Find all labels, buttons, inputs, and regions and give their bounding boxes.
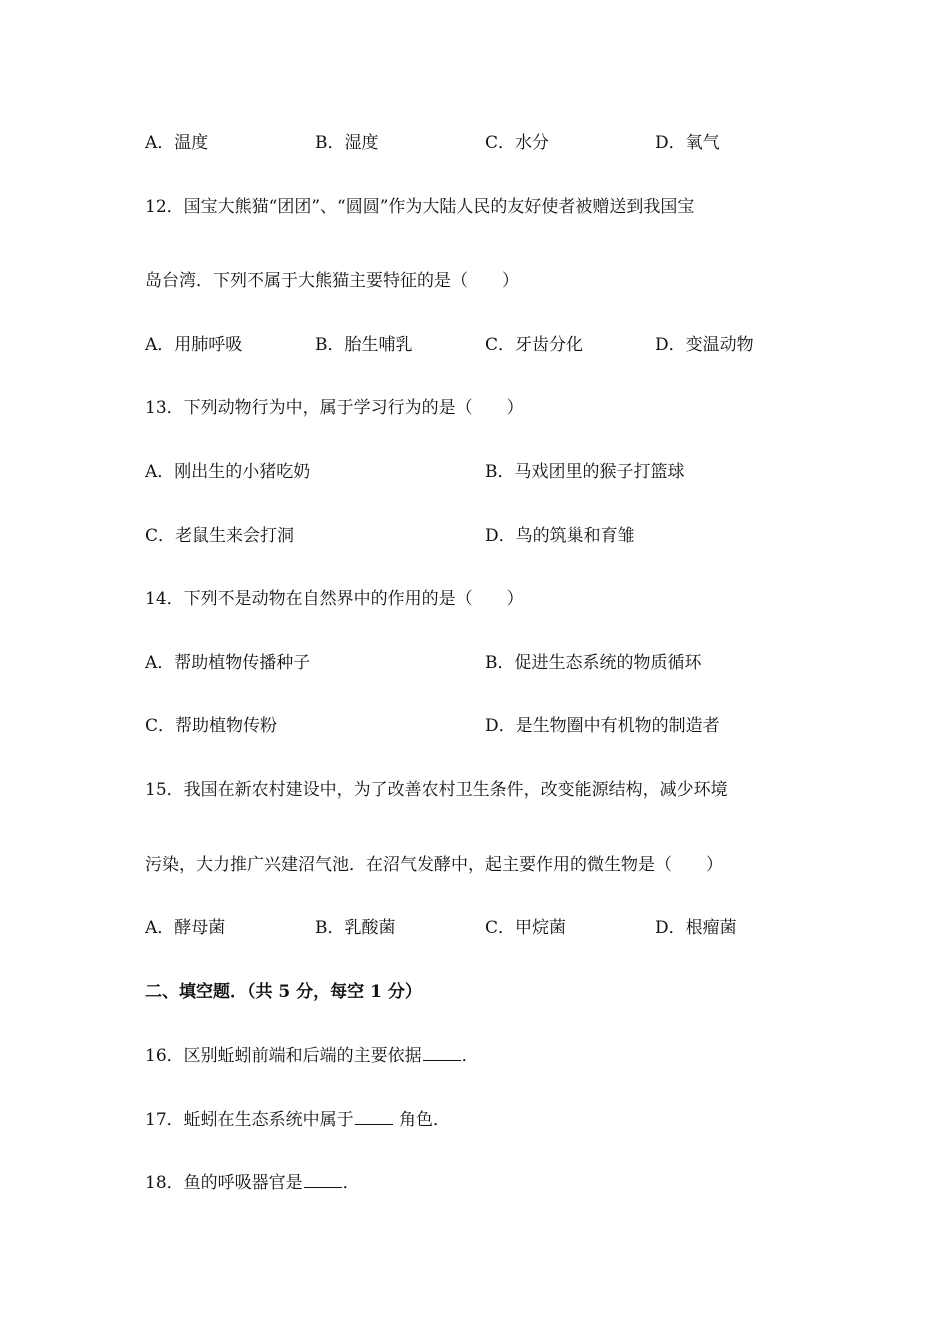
q13-option-b: B．马戏团里的猴子打篮球 [485, 462, 685, 482]
q18-text: 18．鱼的呼吸器官是 [145, 1173, 303, 1193]
q14-option-b: B．促进生态系统的物质循环 [485, 653, 702, 673]
q15-option-d: D．根瘤菌 [655, 918, 737, 938]
q18 [145, 1170, 360, 1195]
q12-option-d: D．变温动物 [655, 335, 754, 355]
q15-stem-line1: 15．我国在新农村建设中，为了改善农村卫生条件，改变能源结构，减少环境 [145, 780, 728, 800]
q11-option-c: C．水分 [485, 133, 550, 153]
q12-stem-line1: 12．国宝大熊猫“团团”、“圆圆”作为大陆人民的友好使者被赠送到我国宝 [145, 197, 695, 217]
q15-option-a: A．酵母菌 [145, 918, 226, 938]
q14-option-c: C．帮助植物传粉 [145, 716, 278, 736]
q14-option-a: A．帮助植物传播种子 [145, 653, 311, 673]
q18-text-end: ． [342, 1173, 360, 1193]
q16 [145, 1043, 479, 1068]
q17 [145, 1107, 450, 1132]
q17-text-end: 角色． [393, 1110, 451, 1130]
q14-option-d: D．是生物圈中有机物的制造者 [485, 716, 720, 736]
q12-option-b: B．胎生哺乳 [315, 335, 413, 355]
q17-text: 17．蚯蚓在生态系统中属于 [145, 1110, 354, 1130]
q13-stem: 13．下列动物行为中，属于学习行为的是（ ） [145, 398, 524, 418]
q13-option-d: D．鸟的筑巢和育雏 [485, 526, 635, 546]
q15-stem-line2: 污染，大力推广兴建沼气池．在沼气发酵中，起主要作用的微生物是（ ） [145, 855, 723, 875]
q18-answer-blank[interactable] [304, 1170, 342, 1188]
q12-stem-line2: 岛台湾．下列不属于大熊猫主要特征的是（ ） [145, 271, 519, 291]
q17-answer-blank[interactable] [355, 1107, 393, 1125]
q16-text: 16．区别蚯蚓前端和后端的主要依据 [145, 1046, 422, 1066]
q13-option-c: C．老鼠生来会打洞 [145, 526, 295, 546]
q11-option-b: B．湿度 [315, 133, 379, 153]
q14-stem: 14．下列不是动物在自然界中的作用的是（ ） [145, 589, 524, 609]
q15-option-c: C．甲烷菌 [485, 918, 567, 938]
section-fill-in-title: 二、填空题．（共 5 分，每空 1 分） [145, 982, 422, 1002]
q11-option-d: D．氧气 [655, 133, 720, 153]
q13-option-a: A．刚出生的小猪吃奶 [145, 462, 311, 482]
q11-option-a: A．温度 [145, 133, 209, 153]
q12-option-c: C．牙齿分化 [485, 335, 584, 355]
q12-option-a: A．用肺呼吸 [145, 335, 243, 355]
q16-text-end: ． [461, 1046, 479, 1066]
q15-option-b: B．乳酸菌 [315, 918, 396, 938]
q16-answer-blank[interactable] [423, 1043, 461, 1061]
